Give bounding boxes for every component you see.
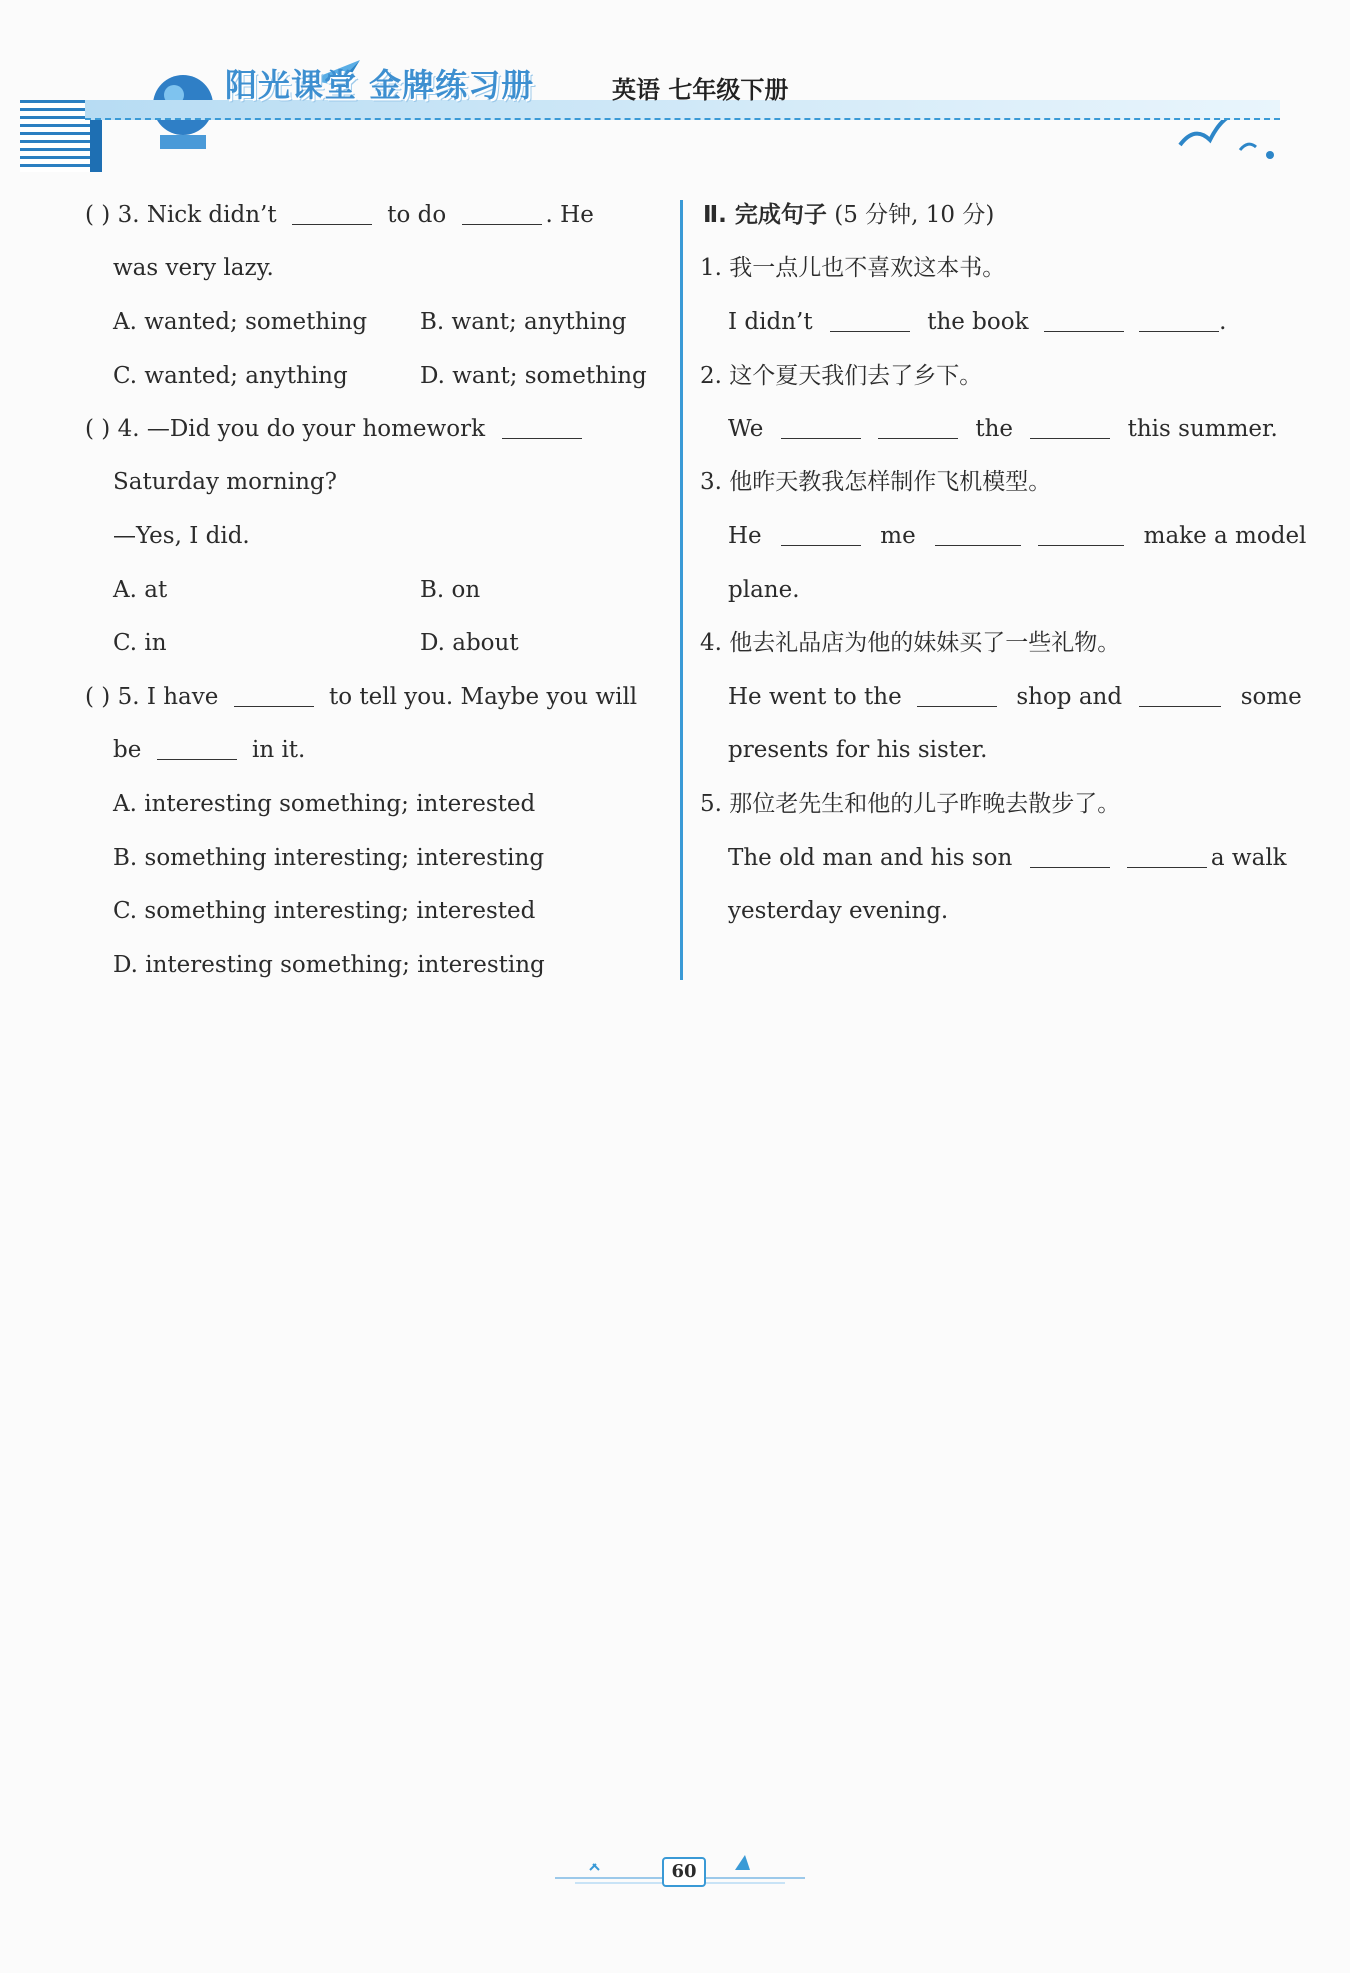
q4-answer-line: —Yes, I did. — [113, 523, 250, 549]
q5-option-b: B. something interesting; interesting — [113, 845, 545, 871]
s2-english — [728, 414, 1278, 444]
section-heading — [703, 200, 994, 230]
s1-part2: the book — [927, 309, 1029, 335]
s5-part3: yesterday evening. — [728, 898, 949, 924]
blank — [1044, 309, 1124, 332]
q4-option-d: D. about — [420, 630, 519, 656]
s4-part1: He went to the — [728, 684, 902, 710]
q3-stem-line — [85, 200, 594, 230]
blank — [157, 737, 237, 760]
s5-part2: a walk — [1210, 845, 1287, 871]
s2-part1: We — [728, 416, 764, 442]
q4-stem-part2: Saturday morning? — [113, 469, 337, 495]
blank — [234, 684, 314, 707]
q5-option-c: C. something interesting; interested — [113, 898, 536, 924]
page-number: 60 — [662, 1857, 706, 1887]
q5-option-d: D. interesting something; interesting — [113, 952, 545, 978]
s4-part4: presents for his sister. — [728, 737, 988, 763]
blank — [462, 202, 542, 225]
q5-option-a: A. interesting something; interested — [113, 791, 536, 817]
s3-part3: make a model — [1143, 523, 1307, 549]
s3-chinese: 3. 他昨天教我怎样制作飞机模型。 — [700, 469, 1052, 495]
q3-option-d: D. want; something — [420, 363, 647, 389]
s4-part3: some — [1240, 684, 1302, 710]
q3-stem-part1: ( ) 3. Nick didn’t — [85, 202, 277, 228]
q4-option-c: C. in — [113, 630, 167, 656]
q3-stem-part3: . He — [545, 202, 594, 228]
q4-stem-line — [85, 414, 582, 444]
q5-stem-line — [85, 682, 637, 712]
s4-chinese: 4. 他去礼品店为他的妹妹买了一些礼物。 — [700, 630, 1121, 656]
blank — [1030, 845, 1110, 868]
q5-stem-line2 — [113, 735, 305, 765]
blank — [917, 684, 997, 707]
s3-part1: He — [728, 523, 762, 549]
q5-stem-part1: ( ) 5. I have — [85, 684, 219, 710]
s3-english — [728, 521, 1306, 551]
blank — [502, 416, 582, 439]
q5-stem-part4: in it. — [251, 737, 306, 763]
blank — [1139, 309, 1219, 332]
s4-part2: shop and — [1016, 684, 1123, 710]
s2-part3: this summer. — [1127, 416, 1278, 442]
blank — [781, 523, 861, 546]
s1-english — [728, 307, 1226, 337]
q3-option-b: B. want; anything — [420, 309, 627, 335]
q3-stem-part4: was very lazy. — [113, 255, 274, 281]
q3-stem-part2: to do — [387, 202, 447, 228]
s1-part1: I didn’t — [728, 309, 813, 335]
s5-part1: The old man and his son — [728, 845, 1013, 871]
blank — [292, 202, 372, 225]
s5-chinese: 5. 那位老先生和他的儿子昨晚去散步了。 — [700, 791, 1121, 817]
q4-stem-part1: ( ) 4. —Did you do your homework — [85, 416, 486, 442]
q4-option-b: B. on — [420, 577, 481, 603]
section-title: Ⅱ. 完成句子 — [703, 202, 827, 228]
s4-english — [728, 682, 1302, 712]
s2-chinese: 2. 这个夏天我们去了乡下。 — [700, 363, 983, 389]
section-note: (5 分钟, 10 分) — [834, 202, 995, 228]
s1-chinese: 1. 我一点儿也不喜欢这本书。 — [700, 255, 1006, 281]
q3-option-c: C. wanted; anything — [113, 363, 348, 389]
s3-part4: plane. — [728, 577, 800, 603]
blank — [1127, 845, 1207, 868]
blank — [1139, 684, 1221, 707]
subject-grade: 英语 七年级下册 — [612, 76, 789, 104]
s5-english — [728, 843, 1287, 873]
blank — [830, 309, 910, 332]
blank — [1030, 416, 1110, 439]
blank — [1038, 523, 1124, 546]
q4-option-a: A. at — [113, 577, 168, 603]
blank — [781, 416, 861, 439]
book-title: 阳光课堂 金牌练习册 — [225, 66, 535, 104]
s3-part2: me — [880, 523, 916, 549]
blank — [878, 416, 958, 439]
column-divider — [680, 200, 683, 980]
blank — [935, 523, 1021, 546]
q3-option-a: A. wanted; something — [113, 309, 368, 335]
q5-stem-part2: to tell you. Maybe you will — [328, 684, 638, 710]
s1-part3: . — [1219, 309, 1227, 335]
q5-stem-part3: be — [113, 737, 142, 763]
s2-part2: the — [975, 416, 1013, 442]
